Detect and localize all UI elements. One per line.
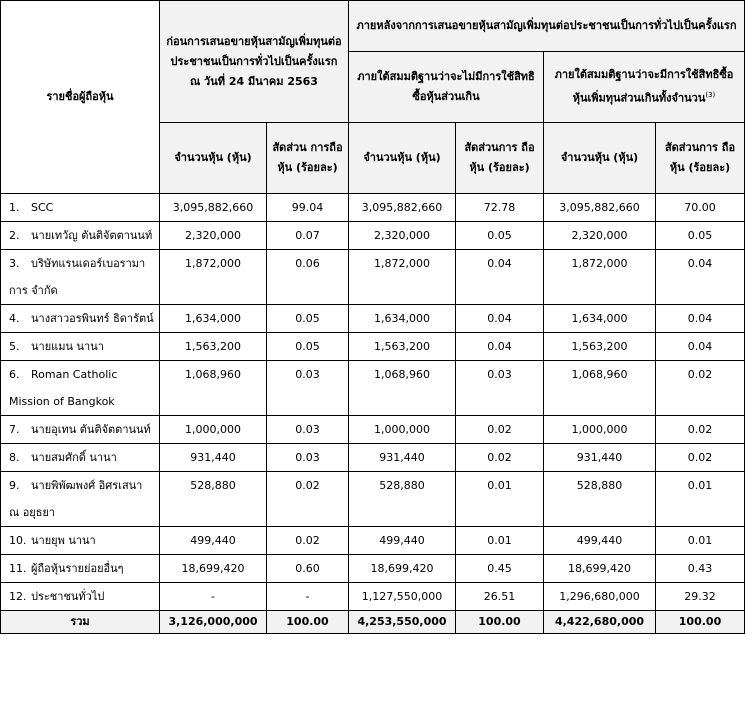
row-shares-before: 2,320,000: [160, 222, 267, 250]
row-shares-green: 1,068,960: [544, 361, 656, 416]
row-ratio-no-green: 0.05: [456, 222, 544, 250]
header-no-greenshoe: ภายใต้สมมติฐานว่าจะไม่มีการใช้สิทธิซื้อหุ้นส่วนเกิน: [349, 51, 544, 122]
row-name: นายสมศักดิ์ นานา: [31, 451, 117, 464]
row-shares-no-green: 1,000,000: [349, 416, 456, 444]
row-shares-no-green: 18,699,420: [349, 555, 456, 583]
row-number: 5.: [9, 340, 20, 353]
total-label: รวม: [1, 611, 160, 634]
row-ratio-green: 0.05: [656, 222, 745, 250]
row-number: 1.: [9, 201, 20, 214]
row-name-cell: [1, 527, 160, 555]
row-ratio-no-green: 0.03: [456, 361, 544, 416]
row-name: นางสาวอรพินทร์ ธิดารัตน์: [31, 312, 154, 325]
row-shares-no-green: 931,440: [349, 444, 456, 472]
row-number: 9.: [9, 479, 20, 492]
row-shares-green: 1,563,200: [544, 333, 656, 361]
row-number: 6.: [9, 368, 20, 381]
row-ratio-no-green: 0.45: [456, 555, 544, 583]
table-row: [1, 305, 745, 333]
row-number: 7.: [9, 423, 20, 436]
row-ratio-green: 0.43: [656, 555, 745, 583]
row-shares-green: 2,320,000: [544, 222, 656, 250]
row-number: 8.: [9, 451, 20, 464]
row-name-cell: [1, 583, 160, 611]
row-shares-before: 1,563,200: [160, 333, 267, 361]
row-ratio-before: 0.02: [267, 472, 349, 527]
row-shares-before: 1,000,000: [160, 416, 267, 444]
row-shares-before: 1,872,000: [160, 250, 267, 305]
row-shares-green: 1,296,680,000: [544, 583, 656, 611]
row-name-cell: [1, 250, 160, 305]
row-shares-before: -: [160, 583, 267, 611]
row-shares-no-green: 1,068,960: [349, 361, 456, 416]
total-ratio-green: 100.00: [656, 611, 745, 634]
row-ratio-before: 0.02: [267, 527, 349, 555]
total-shares-no-green: 4,253,550,000: [349, 611, 456, 634]
row-name: นายแมน นานา: [31, 340, 104, 353]
row-number: 11.: [9, 562, 27, 575]
row-ratio-before: -: [267, 583, 349, 611]
row-ratio-no-green: 0.04: [456, 250, 544, 305]
row-name: ผู้ถือหุ้นรายย่อยอื่นๆ: [31, 562, 124, 575]
row-shares-before: 499,440: [160, 527, 267, 555]
row-number: 3.: [9, 257, 20, 270]
row-ratio-before: 0.60: [267, 555, 349, 583]
header-greenshoe-note: (3): [705, 91, 716, 99]
row-shares-no-green: 2,320,000: [349, 222, 456, 250]
row-name-cell: [1, 444, 160, 472]
row-name: ประชาชนทั่วไป: [31, 590, 105, 603]
row-shares-before: 1,068,960: [160, 361, 267, 416]
header-shares-3: จำนวนหุ้น (หุ้น): [544, 123, 656, 194]
row-number: 12.: [9, 590, 27, 603]
row-shares-green: 18,699,420: [544, 555, 656, 583]
table-row: [1, 416, 745, 444]
row-ratio-before: 0.03: [267, 444, 349, 472]
header-shares-2: จำนวนหุ้น (หุ้น): [349, 123, 456, 194]
row-ratio-green: 0.01: [656, 527, 745, 555]
row-name-cell: [1, 222, 160, 250]
table-row: [1, 472, 745, 527]
row-shares-no-green: 499,440: [349, 527, 456, 555]
row-name-cell: [1, 333, 160, 361]
row-name: นายยุพ นานา: [31, 534, 96, 547]
row-ratio-green: 0.02: [656, 416, 745, 444]
row-shares-no-green: 3,095,882,660: [349, 194, 456, 222]
row-ratio-before: 99.04: [267, 194, 349, 222]
row-name: นายเทวัญ ตันติจัตตานนท์: [31, 229, 153, 242]
total-shares-green: 4,422,680,000: [544, 611, 656, 634]
row-shares-no-green: 1,127,550,000: [349, 583, 456, 611]
row-number: 10.: [9, 534, 27, 547]
header-shares-1: จำนวนหุ้น (หุ้น): [160, 123, 267, 194]
row-ratio-green: 0.04: [656, 305, 745, 333]
row-shares-before: 18,699,420: [160, 555, 267, 583]
row-shares-no-green: 1,563,200: [349, 333, 456, 361]
row-name: บริษัทแรนเดอร์เบอรามาการ จำกัด: [9, 257, 146, 297]
row-ratio-no-green: 0.02: [456, 444, 544, 472]
total-row: [1, 611, 745, 634]
row-ratio-no-green: 26.51: [456, 583, 544, 611]
header-before-offering: ก่อนการเสนอขายหุ้นสามัญเพิ่มทุนต่อประชาชนเป็นการทั่วไปเป็นครั้งแรก ณ วันที่ 24 มีนาคม 2563: [160, 1, 349, 123]
row-shares-no-green: 1,872,000: [349, 250, 456, 305]
row-name: นายอุเทน ตันติจัตตานนท์: [31, 423, 151, 436]
header-after-offering: ภายหลังจากการเสนอขายหุ้นสามัญเพิ่มทุนต่อประชาชนเป็นการทั่วไปเป็นครั้งแรก: [349, 1, 745, 52]
header-shareholder-name: รายชื่อผู้ถือหุ้น: [1, 1, 160, 194]
row-ratio-before: 0.07: [267, 222, 349, 250]
row-ratio-no-green: 0.04: [456, 333, 544, 361]
row-ratio-green: 70.00: [656, 194, 745, 222]
table-row: [1, 527, 745, 555]
row-ratio-before: 0.06: [267, 250, 349, 305]
row-shares-before: 1,634,000: [160, 305, 267, 333]
table-row: [1, 583, 745, 611]
row-name-cell: [1, 472, 160, 527]
row-ratio-before: 0.03: [267, 416, 349, 444]
header-ratio-2: สัดส่วนการ ถือหุ้น (ร้อยละ): [456, 123, 544, 194]
table-row: [1, 222, 745, 250]
row-name-cell: [1, 555, 160, 583]
header-ratio-3: สัดส่วนการ ถือหุ้น (ร้อยละ): [656, 123, 745, 194]
row-shares-green: 1,634,000: [544, 305, 656, 333]
row-name-cell: [1, 194, 160, 222]
row-shares-green: 1,872,000: [544, 250, 656, 305]
table-row: [1, 333, 745, 361]
total-ratio-no-green: 100.00: [456, 611, 544, 634]
header-greenshoe: [544, 51, 745, 122]
row-name: SCC: [31, 201, 54, 214]
row-ratio-green: 0.01: [656, 472, 745, 527]
row-ratio-green: 0.04: [656, 333, 745, 361]
row-ratio-before: 0.03: [267, 361, 349, 416]
row-number: 4.: [9, 312, 20, 325]
row-ratio-green: 29.32: [656, 583, 745, 611]
row-shares-green: 1,000,000: [544, 416, 656, 444]
row-shares-green: 3,095,882,660: [544, 194, 656, 222]
row-name-cell: [1, 361, 160, 416]
table-row: [1, 444, 745, 472]
table-row: [1, 250, 745, 305]
row-shares-before: 3,095,882,660: [160, 194, 267, 222]
row-ratio-no-green: 0.02: [456, 416, 544, 444]
row-ratio-before: 0.05: [267, 305, 349, 333]
table-row: [1, 361, 745, 416]
row-ratio-no-green: 72.78: [456, 194, 544, 222]
row-number: 2.: [9, 229, 20, 242]
row-ratio-no-green: 0.01: [456, 472, 544, 527]
row-shares-green: 931,440: [544, 444, 656, 472]
header-greenshoe-text: ภายใต้สมมติฐานว่าจะมีการใช้สิทธิซื้อหุ้นเพิ่มทุนส่วนเกินทั้งจำนวน: [554, 68, 734, 105]
row-ratio-no-green: 0.01: [456, 527, 544, 555]
table-row: [1, 555, 745, 583]
row-name-cell: [1, 416, 160, 444]
row-shares-no-green: 528,880: [349, 472, 456, 527]
row-name: Roman Catholic Mission of Bangkok: [9, 368, 118, 408]
row-ratio-no-green: 0.04: [456, 305, 544, 333]
total-shares-before: 3,126,000,000: [160, 611, 267, 634]
row-name: นายพิพัฒพงศ์ อิศรเสนา ณ อยุธยา: [9, 479, 143, 519]
row-ratio-green: 0.02: [656, 444, 745, 472]
table-row: [1, 194, 745, 222]
total-ratio-before: 100.00: [267, 611, 349, 634]
row-shares-no-green: 1,634,000: [349, 305, 456, 333]
header-ratio-1: สัดส่วน การถือหุ้น (ร้อยละ): [267, 123, 349, 194]
row-shares-green: 528,880: [544, 472, 656, 527]
row-name-cell: [1, 305, 160, 333]
row-ratio-green: 0.04: [656, 250, 745, 305]
row-shares-before: 931,440: [160, 444, 267, 472]
row-shares-green: 499,440: [544, 527, 656, 555]
row-ratio-before: 0.05: [267, 333, 349, 361]
row-ratio-green: 0.02: [656, 361, 745, 416]
row-shares-before: 528,880: [160, 472, 267, 527]
